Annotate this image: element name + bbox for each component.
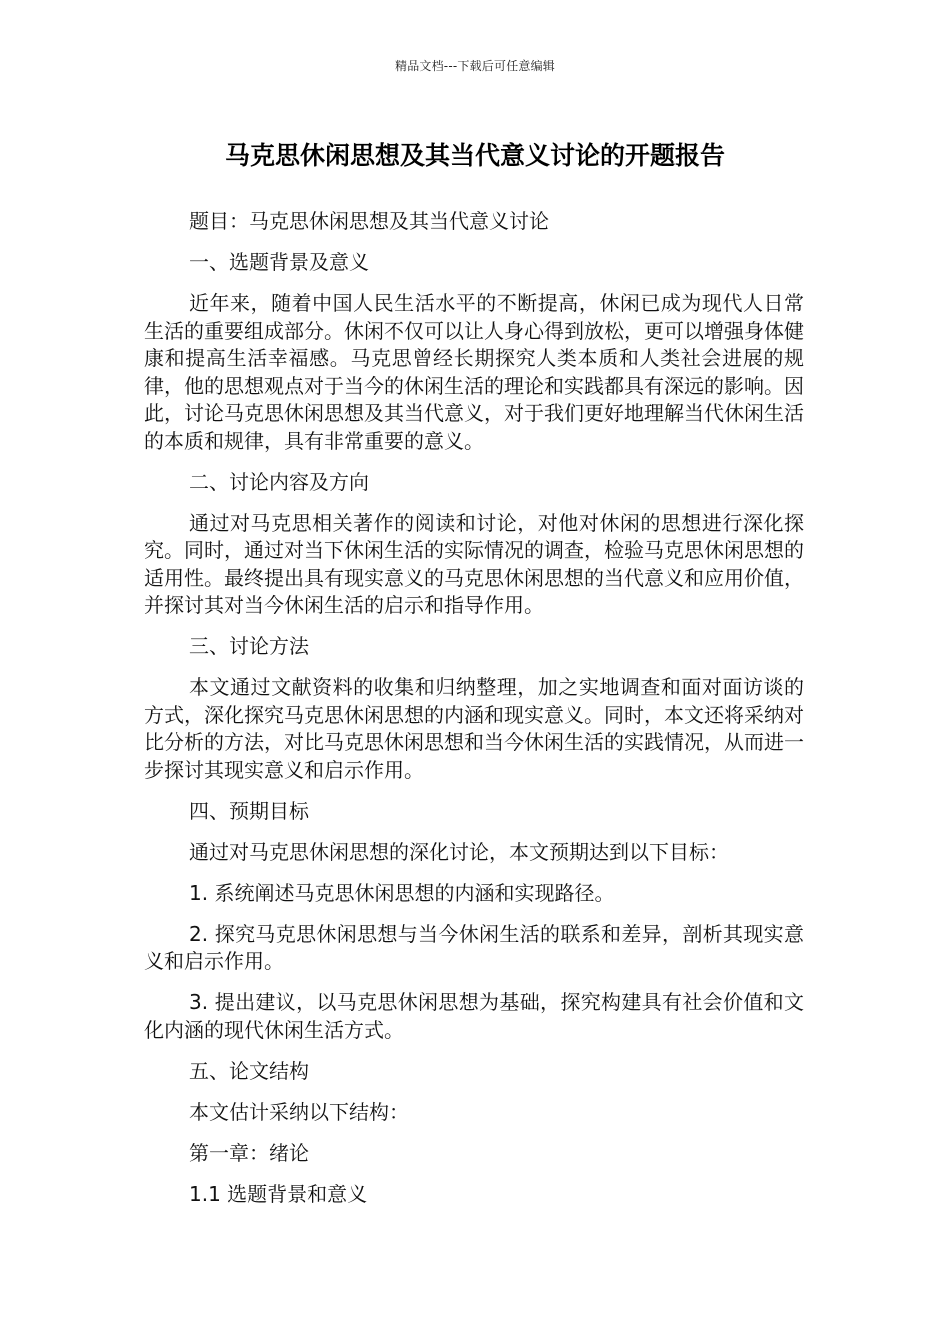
topic-line: 题目：马克思休闲思想及其当代意义讨论 <box>189 209 549 233</box>
section-heading-structure: 五、论文结构 <box>189 1058 309 1083</box>
chapter-1-subsection: 1.1 选题背景和意义 <box>189 1181 368 1206</box>
section-heading-content: 二、讨论内容及方向 <box>189 469 369 494</box>
section-heading-goals: 四、预期目标 <box>189 798 309 823</box>
section-heading-method: 三、讨论方法 <box>189 634 309 658</box>
goal-item-2: 2. 探究马克思休闲思想与当今休闲生活的联系和差异，剖析其现实意义和启示作用。 <box>144 921 804 973</box>
method-paragraph: 本文通过文献资料的收集和归纳整理，加之实地调查和面对面访谈的方式，深化探究马克思休闲思想的内涵和现实意义。同时，本文还将采纳对比分析的方法，对比马克思休闲思想和当今休闲生活的实践情况，从而进一步探讨其现实意义和启示作用。 <box>144 675 804 782</box>
structure-intro: 本文估计采纳以下结构： <box>189 1099 409 1124</box>
header-note: 精品文档---下载后可任意编辑 <box>395 59 555 73</box>
document-title: 马克思休闲思想及其当代意义讨论的开题报告 <box>224 141 725 170</box>
goal-item-1: 1. 系统阐述马克思休闲思想的内涵和实现路径。 <box>189 880 615 905</box>
goal-item-3: 3. 提出建议，以马克思休闲思想为基础，探究构建具有社会价值和文化内涵的现代休闲生活方式。 <box>144 990 804 1042</box>
content-paragraph: 通过对马克思相关著作的阅读和讨论，对他对休闲的思想进行深化探究。同时，通过对当下休闲生活的实际情况的调查，检验马克思休闲思想的适用性。最终提出具有现实意义的马克思休闲思想的当代意义和应用价值，并探讨其对当今休闲生活的启示和指导作用。 <box>144 510 804 617</box>
section-heading-background: 一、选题背景及意义 <box>189 250 369 274</box>
background-paragraph: 近年来，随着中国人民生活水平的不断提高，休闲已成为现代人日常生活的重要组成部分。休闲不仅可以让人身心得到放松，更可以增强身体健康和提高生活幸福感。马克思曾经长期探究人类本质和人类社会进展的规律，他的思想观点对于当今的休闲生活的理论和实践都具有深远的影响。因此，讨论马克思休闲思想及其当代意义，对于我们更好地理解当代休闲生活的本质和规律，具有非常重要的意义。 <box>144 291 804 453</box>
chapter-1-heading: 第一章：绪论 <box>189 1140 309 1165</box>
goals-intro: 通过对马克思休闲思想的深化讨论，本文预期达到以下目标： <box>189 839 729 864</box>
document-body <box>144 208 804 1222</box>
